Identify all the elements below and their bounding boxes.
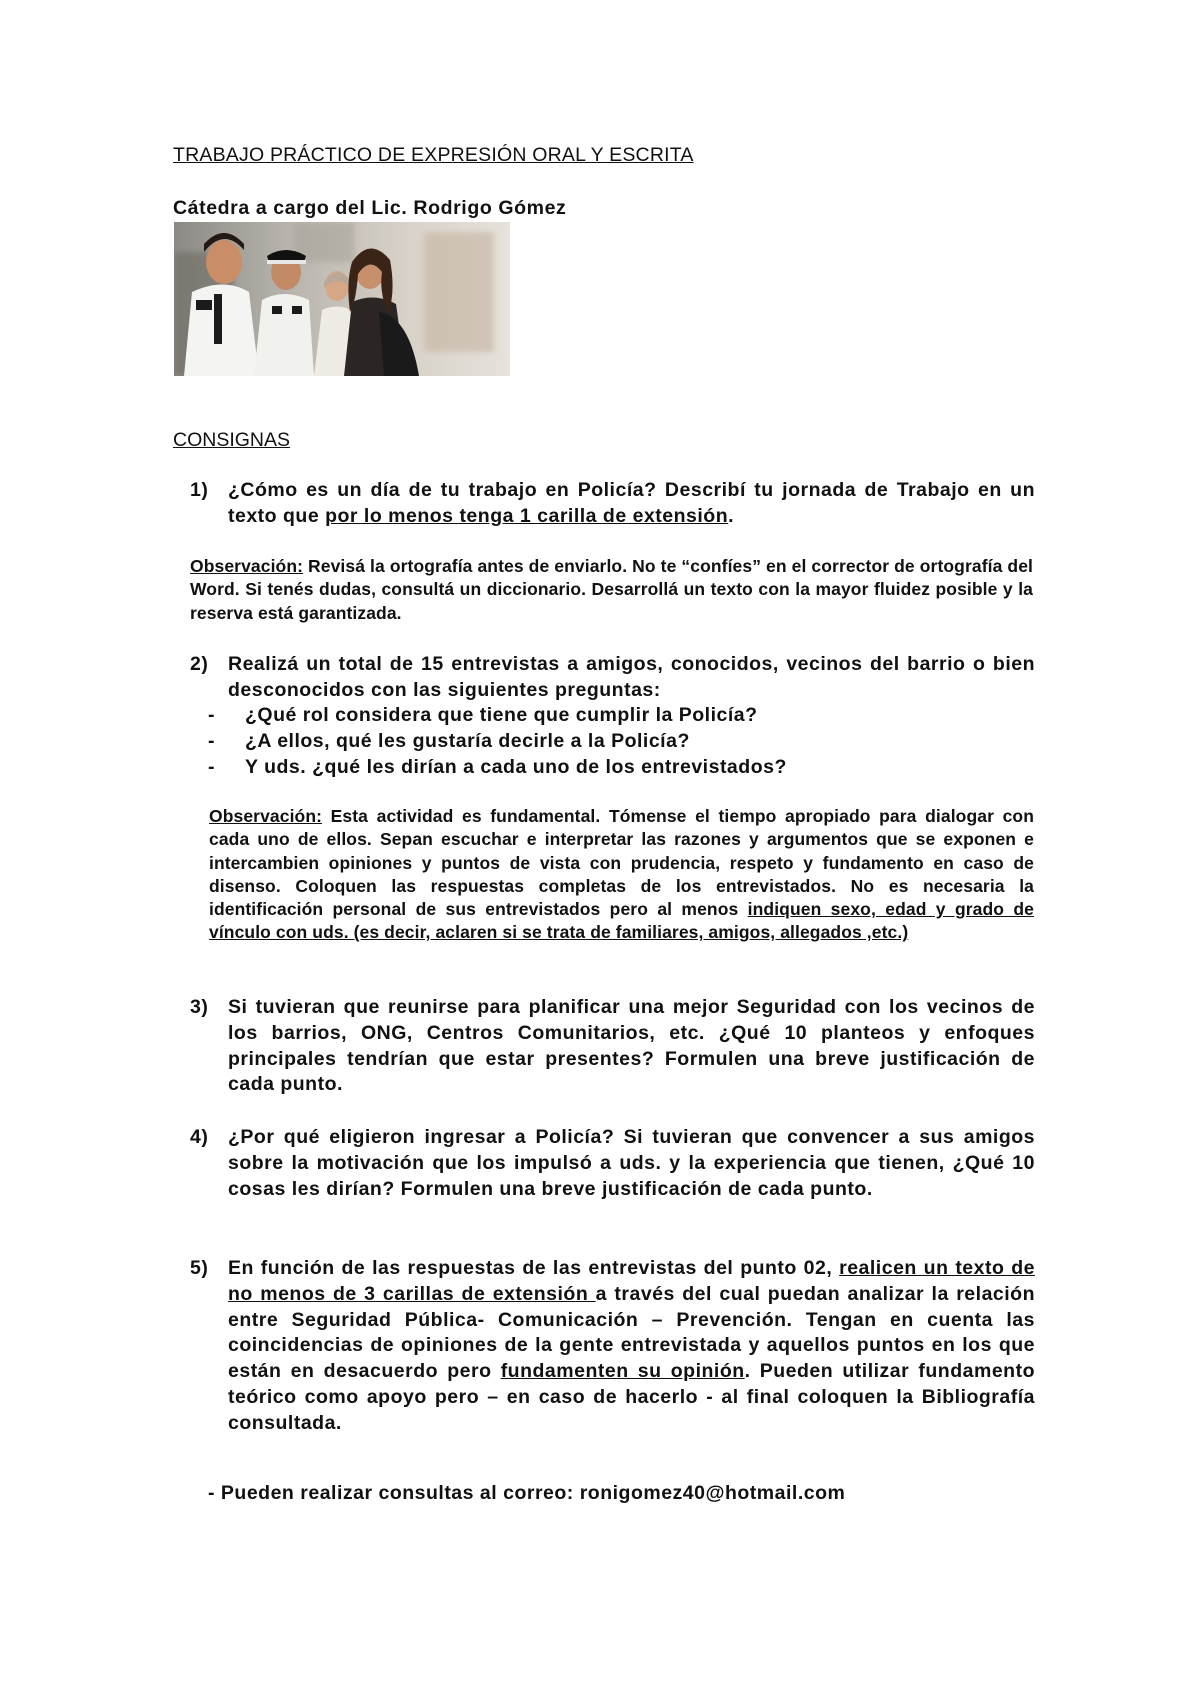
consigna-3-number: 3) (190, 996, 209, 1018)
question-item: - Y uds. ¿qué les dirían a cada uno de los entrevistados? (208, 755, 787, 778)
consigna-1 (190, 478, 1035, 530)
observation-2 (209, 805, 1034, 945)
document-title: TRABAJO PRÁCTICO DE EXPRESIÓN ORAL Y ESCRITA (173, 144, 694, 166)
catedra-line: Cátedra a cargo del Lic. Rodrigo Gómez (173, 197, 567, 219)
police-photo (174, 222, 510, 376)
observation-1 (190, 555, 1033, 625)
question-item: - ¿Qué rol considera que tiene que cumplir la Policía? (208, 704, 758, 726)
interview-questions (208, 703, 1028, 780)
consigna-5 (190, 1256, 1035, 1437)
contact-line: - Pueden realizar consultas al correo: ronigomez40@hotmail.com (208, 1482, 846, 1504)
observation-2-text: Esta actividad es fundamental. Tómense el tiempo apropiado para dialogar con cada uno de ellos. Sepan escuchar e interpretar las razones y argumentos que se exponen e intercambien opiniones y puntos de vista con prudencia, respeto y fundamento en caso de disenso. Coloquen las respuestas completas de los entrevistados. No es necesaria la identificación personal de sus entrevistados pero al menos (209, 806, 1034, 920)
consigna-5-number: 5) (190, 1257, 209, 1279)
observation-2-label: Observación: (209, 806, 323, 826)
consigna-1-number: 1) (190, 479, 209, 501)
observation-1-label: Observación: (190, 556, 304, 576)
consigna-1-text: ¿Cómo es un día de tu trabajo en Policía? Describí tu jornada de Trabajo en un texto que por lo menos tenga 1 carilla de extensión. (228, 479, 1035, 527)
consigna-2-number: 2) (190, 653, 209, 675)
observation-1-text: Revisá la ortografía antes de enviarlo. No te “confíes” en el corrector de ortografía del Word. Si tenés dudas, consultá un diccionario. Desarrollá un texto con la mayor fluidez posible y la reserva está garantizada. (190, 556, 1033, 623)
consigna-4-text: ¿Por qué eligieron ingresar a Policía? Si tuvieran que convencer a sus amigos sobre la motivación que los impulsó a uds. y la experiencia que tienen, ¿Qué 10 cosas les dirían? Formulen una breve justificación de cada punto. (228, 1126, 1035, 1200)
observation-2-underlined: indiquen sexo, edad y grado de vínculo con uds. (es decir, aclaren si se trata de familiares, amigos, allegados ,etc.) (209, 899, 1034, 943)
consigna-2-text: Realizá un total de 15 entrevistas a amigos, conocidos, vecinos del barrio o bien desconocidos con las siguientes preguntas: (228, 653, 1035, 701)
consigna-2 (190, 652, 1035, 704)
consigna-4-number: 4) (190, 1126, 209, 1148)
consigna-4 (190, 1125, 1035, 1202)
consigna-5-text: En función de las respuestas de las entrevistas del punto 02, realicen un texto de no menos de 3 carillas de extensión a través del cual puedan analizar la relación entre Seguridad Pública- Comunicación – Prevención. Tengan en cuenta las coincidencias de opiniones de la gente entrevistada y aquellos puntos en los que están en desacuerdo pero fundamenten su opinión. Pueden utilizar fundamento teórico como apoyo pero – en caso de hacerlo - al final coloquen la Bibliografía consultada. (228, 1257, 1035, 1434)
question-item: - ¿A ellos, qué les gustaría decirle a la Policía? (208, 729, 690, 752)
consigna-3 (190, 995, 1035, 1098)
police-photo-illustration (174, 222, 510, 376)
section-title-consignas: CONSIGNAS (173, 429, 291, 451)
consigna-3-text: Si tuvieran que reunirse para planificar una mejor Seguridad con los vecinos de los barrios, ONG, Centros Comunitarios, etc. ¿Qué 10 planteos y enfoques principales tendrían que estar presentes? Formulen una breve justificación de cada punto. (228, 996, 1035, 1096)
